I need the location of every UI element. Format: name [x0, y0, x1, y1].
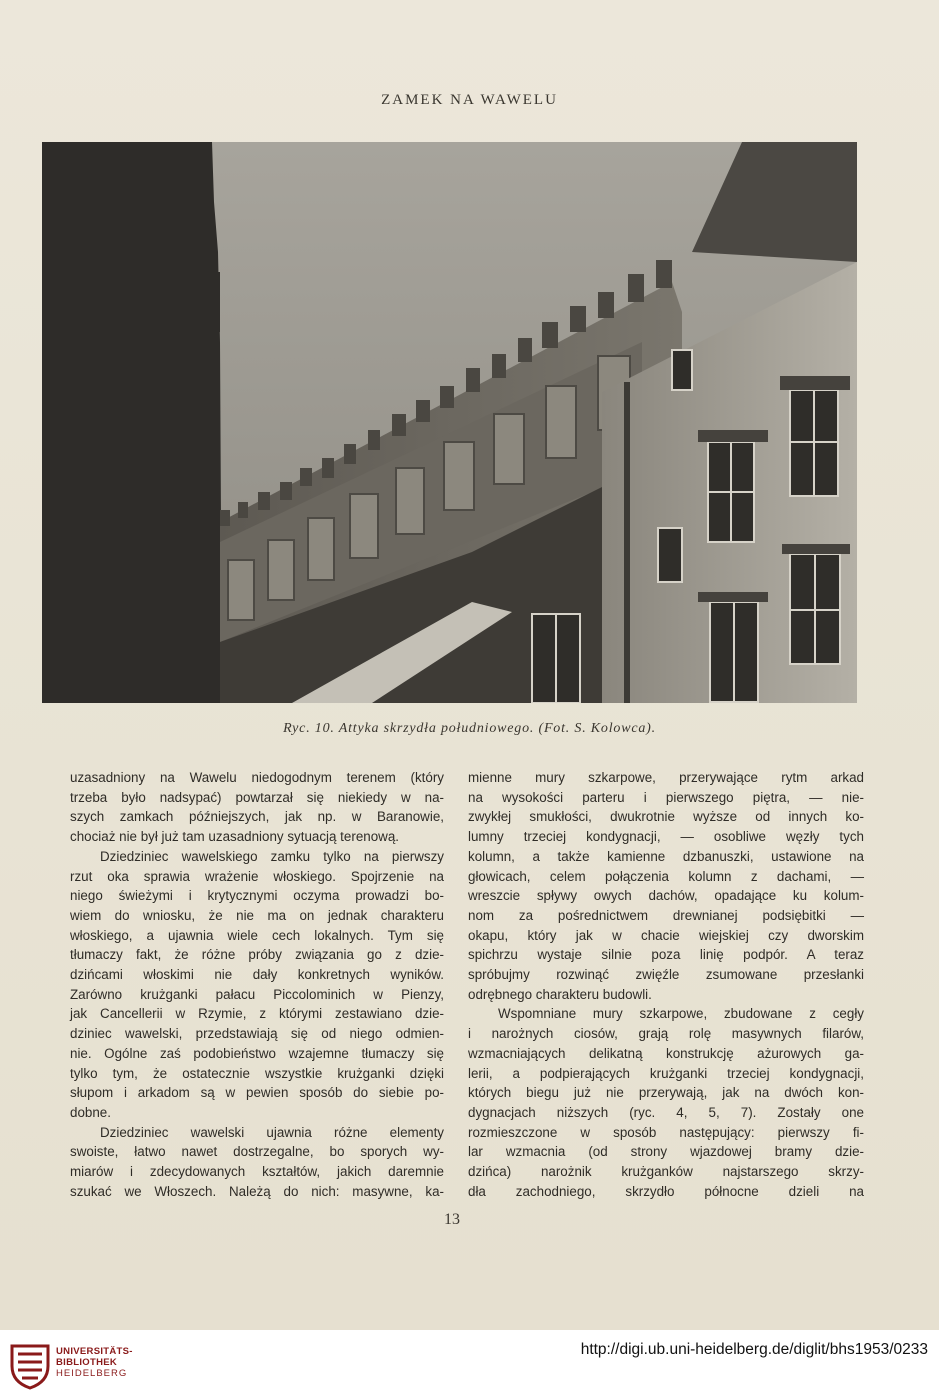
- text-line: chociaż nie był już tam uzasadniony sytuacją terenową.: [70, 829, 399, 845]
- text-line: uzasadniony na Wawelu niedogodnym terenem (który: [70, 770, 444, 785]
- text-line: spichrzu wystaje silnie poza linię podpór. A teraz: [468, 947, 864, 963]
- library-name-line: UNIVERSITÄTS-: [56, 1346, 133, 1357]
- text-line: włoskiego, a ujawnia wiele cech lokalnych. Tym się: [70, 927, 444, 943]
- text-line: których biegu już nie przerywają, jak na dwóch kon-: [468, 1085, 864, 1101]
- text-line: szych zamkach późniejszych, jak np. w Baranowie,: [70, 809, 444, 825]
- running-title: ZAMEK NA WAWELU: [381, 92, 558, 108]
- text-line: miarów i zdecydowanych kształtów, jakich daremnie: [70, 1164, 444, 1180]
- text-line: mienne mury szkarpowe, przerywające rytm arkad: [468, 770, 864, 785]
- library-name-line: BIBLIOTHEK: [56, 1357, 118, 1368]
- text-line: dygnacjach niższych (ryc. 4, 5, 7). Zostały one: [468, 1104, 864, 1120]
- page-number: 13: [444, 1211, 460, 1228]
- text-line: Dziedziniec wawelski ujawnia różne elementy: [100, 1124, 444, 1140]
- text-line: dobne.: [70, 1104, 111, 1120]
- text-line: spróbujmy rozwinąć zwięźle zsumowane przesłanki: [468, 967, 864, 983]
- text-line: trzeba było nadsypać) powtarzał się niekiedy w na-: [70, 789, 444, 805]
- text-line: Dziedziniec wawelskiego zamku tylko na pierwszy: [100, 848, 444, 864]
- text-line: jak Cancellerii w Rzymie, z którymi zestawiano dzie-: [70, 1006, 444, 1022]
- text-line: tłumaczy fakt, że różne próby związania go z dzie-: [70, 947, 444, 963]
- right-text-column: [468, 768, 864, 1201]
- text-line: rozmieszczone w sposób następujący: pierwszy fi-: [468, 1124, 864, 1140]
- text-line: na wysokości parteru i pierwszego piętra, — nie-: [468, 789, 864, 805]
- source-url-link[interactable]: http://digi.ub.uni-heidelberg.de/diglit/bhs1953/0233: [580, 1341, 928, 1358]
- text-line: słupom i arkadom są w pewien sposób do siebie po-: [70, 1085, 444, 1101]
- text-line: i narożnych ciosów, grają rolę masywnych filarów,: [468, 1026, 864, 1042]
- text-line: dzińca) narożnik krużganków najstarszego skrzy-: [468, 1164, 864, 1180]
- library-name-line: HEIDELBERG: [56, 1368, 128, 1379]
- text-line: zwykłej smukłości, dwukrotnie wyższe od innych ko-: [468, 809, 864, 825]
- text-line: dziniec wawelski, przedstawiają się od niego odmien-: [70, 1026, 444, 1042]
- text-line: wiem do wniosku, że nie ma on jednak charakteru: [70, 907, 444, 923]
- left-text-column: [70, 768, 444, 1201]
- text-line: dzińcami włoskimi nie dały konkretnych wyników.: [70, 967, 444, 983]
- figure-photograph: [42, 142, 857, 703]
- text-line: niego świeżymi i krytycznymi oczyma prowadzi bo-: [70, 888, 444, 904]
- text-line: rzut oka sprawia wrażenie włoskiego. Spojrzenie na: [70, 868, 444, 884]
- text-line: lerii, a podpierających krużganki trzeciej kondygnacji,: [468, 1065, 864, 1081]
- text-line: okapu, który jak w chacie wiejskiej czy dworskim: [468, 927, 864, 943]
- library-name: [56, 1346, 133, 1379]
- text-line: Wspomniane mury szkarpowe, zbudowane z cegły: [498, 1006, 864, 1022]
- text-line: lumny trzeciej kondygnacji, — osobliwe węzły tych: [468, 829, 864, 845]
- text-line: kolumn, a także kamienne dzbanuszki, ustawione na: [468, 848, 864, 864]
- figure-caption: Ryc. 10. Attyka skrzydła południowego. (Fot. S. Kolowca).: [283, 721, 656, 736]
- university-library-logo-icon: [8, 1340, 52, 1390]
- text-line: szukać we Włoszech. Należą do nich: masywne, ka-: [70, 1183, 444, 1199]
- text-line: lar wzmacnia (od strony wjazdowej bramy dzie-: [468, 1144, 864, 1160]
- text-line: wzmacniających delikatną konstrukcję ażurowych ga-: [468, 1045, 864, 1061]
- text-line: głowicach, celem połączenia kolumn z dachami, —: [468, 868, 864, 884]
- text-line: wreszcie spływy owych dachów, opadające ku kolum-: [468, 888, 864, 904]
- text-line: nom za pośrednictwem drewnianej podsiębitki —: [468, 907, 864, 923]
- digitization-footer: [0, 1330, 939, 1398]
- text-line: odrębnego charakteru budowli.: [468, 986, 652, 1002]
- text-line: nie. Ogólne zaś podobieństwo wzajemne tłumaczy się: [70, 1045, 444, 1061]
- text-line: Zarówno krużganki pałacu Piccolominich w Pienzy,: [70, 986, 444, 1002]
- text-line: tylko tym, że ostatecznie wszystkie krużganki dzięki: [70, 1065, 444, 1081]
- text-line: swoiste, łatwo nawet dostrzegalne, bo sporych wy-: [70, 1144, 444, 1160]
- text-line: dła zachodniego, skrzydło północne dzieli na: [468, 1183, 864, 1199]
